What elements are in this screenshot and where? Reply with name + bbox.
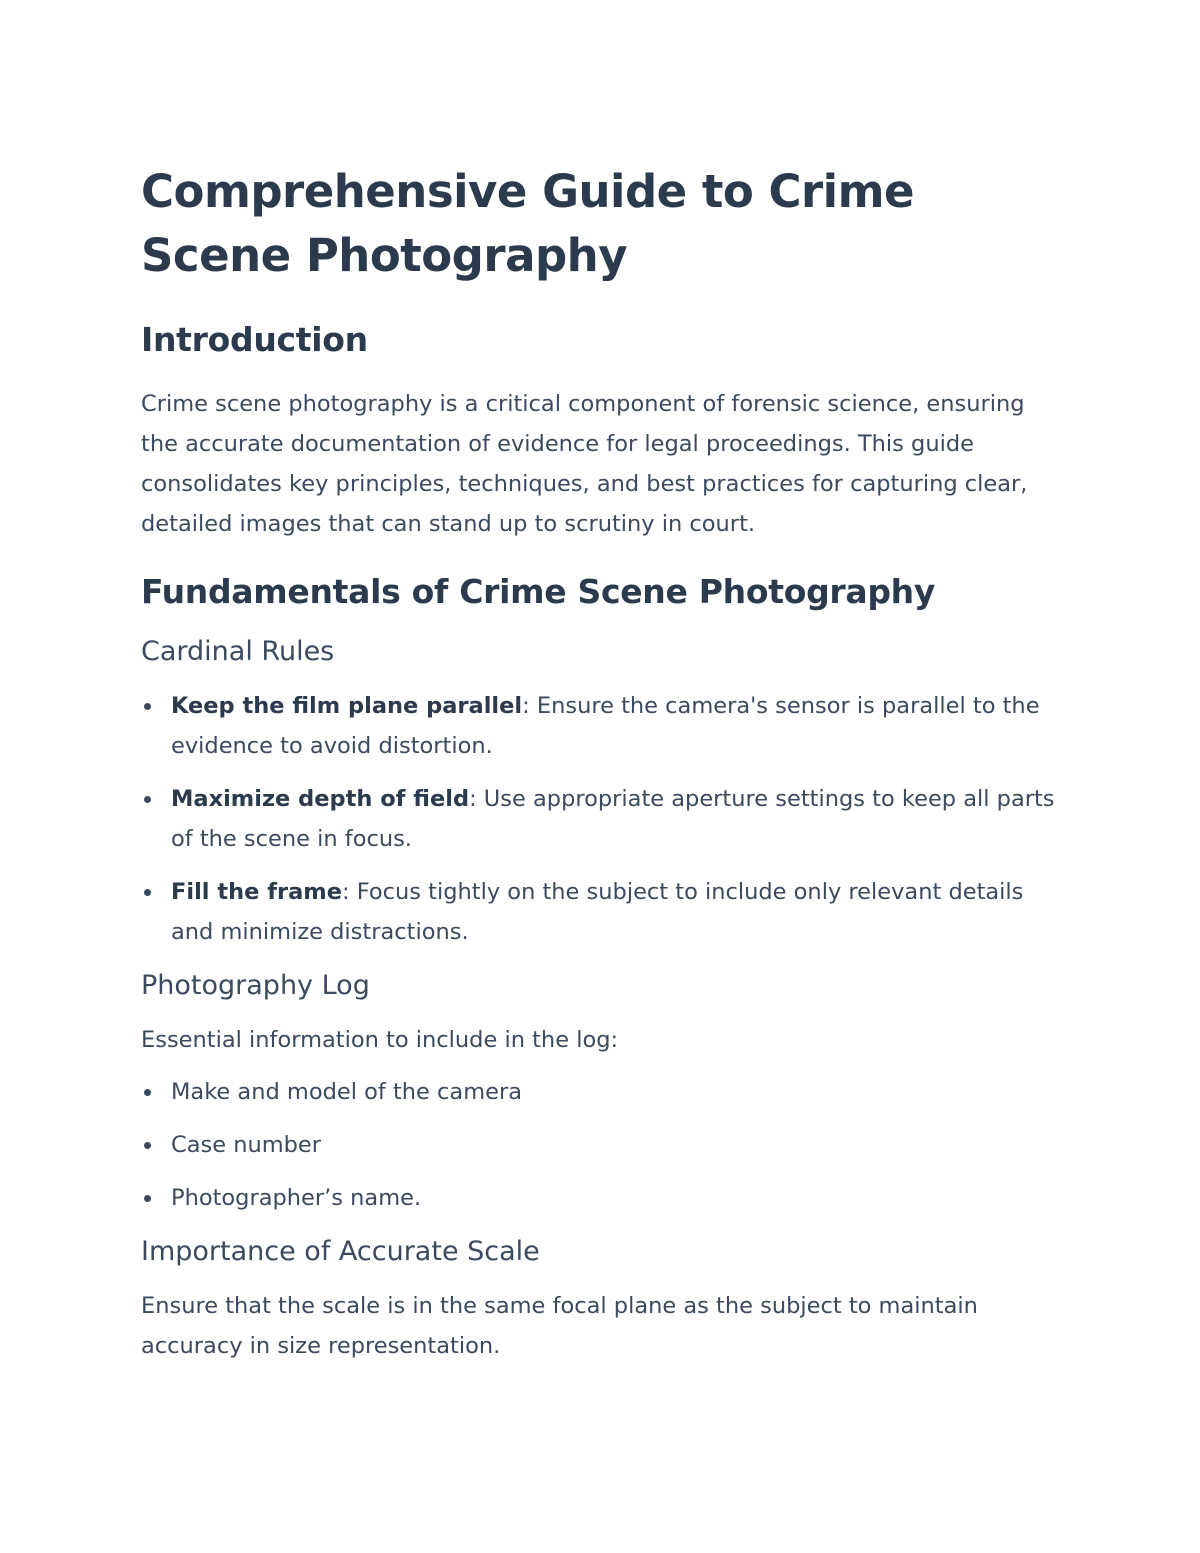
cardinal-rules-list [141, 686, 1061, 952]
list-item [141, 872, 1061, 952]
fundamentals-heading: Fundamentals of Crime Scene Photography [141, 572, 936, 611]
rule-separator: : [522, 693, 530, 719]
list-item: Photographer’s name. [141, 1178, 1061, 1218]
rule-text: Use appropriate aperture settings to keep all parts of the scene in focus. [171, 786, 1055, 852]
photography-log-list [141, 1072, 1061, 1218]
accurate-scale-paragraph: Ensure that the scale is in the same focal plane as the subject to maintain accuracy in size representation. [141, 1293, 978, 1359]
list-item [141, 686, 1061, 766]
document-title: Comprehensive Guide to Crime Scene Photography [141, 165, 915, 282]
introduction-paragraph: Crime scene photography is a critical component of forensic science, ensuring the accurate documentation of evidence for legal proceedings. This guide consolidates key principles, techniques, and best practices for capturing clear, detailed images that can stand up to scrutiny in court. [141, 391, 1028, 537]
introduction-heading: Introduction [141, 320, 368, 359]
accurate-scale-heading: Importance of Accurate Scale [141, 1236, 540, 1267]
list-item [141, 779, 1061, 859]
rule-text: Ensure the camera's sensor is parallel to the evidence to avoid distortion. [171, 693, 1040, 759]
rule-separator: : [469, 786, 477, 812]
list-item: Case number [141, 1125, 1061, 1165]
photography-log-heading: Photography Log [141, 970, 370, 1001]
rule-separator: : [341, 879, 350, 905]
photography-log-intro: Essential information to include in the log: [141, 1027, 619, 1053]
cardinal-rules-heading: Cardinal Rules [141, 636, 335, 667]
list-item: Make and model of the camera [141, 1072, 1061, 1112]
rule-text: Focus tightly on the subject to include only relevant details and minimize distractions. [171, 879, 1024, 945]
document-page [141, 160, 1061, 1388]
rule-term: Maximize depth of field [171, 786, 470, 812]
rule-term: Fill the frame [171, 879, 342, 905]
rule-term: Keep the film plane parallel [171, 693, 523, 719]
